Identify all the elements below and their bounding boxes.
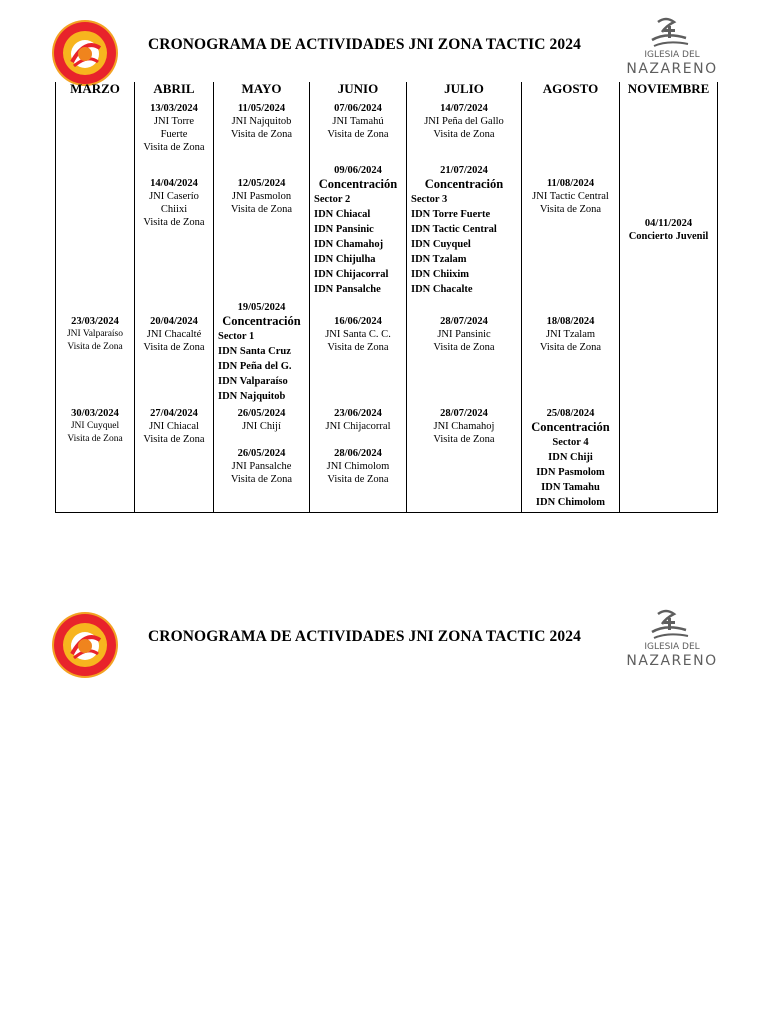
event-date: 23/03/2024 — [71, 316, 119, 327]
church-item: IDN Chacalte — [411, 284, 473, 295]
event-line: Visita de Zona — [230, 204, 293, 215]
event-line: JNI Tactic Central — [532, 191, 609, 202]
event-line: JNI Torre — [153, 116, 195, 127]
event-date: 20/04/2024 — [150, 316, 198, 327]
event-date: 07/06/2024 — [334, 103, 382, 114]
event-block — [135, 407, 213, 446]
event-line: JNI Tamahú — [332, 116, 384, 127]
church-item: IDN Tactic Central — [411, 224, 497, 235]
event-line: JNI Caserío — [149, 191, 199, 202]
header-1 — [0, 12, 768, 92]
event-date: 13/03/2024 — [150, 103, 198, 114]
event-block — [407, 102, 521, 141]
concentracion-title: Concentración — [318, 177, 398, 191]
nazareno-small-text: IGLESIA DEL — [644, 50, 700, 60]
column-agosto — [522, 82, 620, 512]
church-item: IDN Chiji — [548, 452, 593, 463]
event-block — [214, 407, 309, 433]
church-item: IDN Chiacal — [314, 209, 371, 220]
concentracion-block — [522, 407, 619, 510]
zona-tactic-logo — [50, 18, 120, 88]
event-line: Visita de Zona — [327, 129, 389, 140]
event-line: JNI Chiacal — [149, 421, 199, 432]
event-line: Visita de Zona — [230, 129, 293, 140]
nazareno-logo — [622, 606, 722, 676]
event-line: Visita de Zona — [433, 129, 495, 140]
column-noviembre — [620, 82, 717, 512]
church-item: IDN Najquitob — [218, 391, 286, 402]
event-date: 21/07/2024 — [440, 165, 488, 176]
event-line: Chiixi — [160, 204, 188, 215]
church-item: IDN Santa Cruz — [218, 346, 291, 357]
church-item: IDN Pansinic — [314, 224, 374, 235]
event-line: Visita de Zona — [67, 342, 123, 352]
event-line: Visita de Zona — [143, 434, 205, 445]
event-date: 04/11/2024 — [644, 218, 693, 229]
event-line: JNI Pansinic — [437, 329, 491, 340]
event-date: 28/07/2024 — [440, 408, 488, 419]
church-item: IDN Cuyquel — [411, 239, 471, 250]
event-block — [135, 177, 213, 229]
header-abril: ABRIL — [153, 81, 195, 96]
zona-tactic-logo — [50, 610, 120, 680]
nazareno-small-text: IGLESIA DEL — [644, 642, 700, 652]
event-block — [56, 315, 134, 354]
event-block — [135, 315, 213, 354]
event-block — [214, 102, 309, 141]
event-date: 14/07/2024 — [440, 103, 488, 114]
event-date: 18/08/2024 — [546, 316, 595, 327]
event-date: 16/06/2024 — [334, 316, 382, 327]
church-item: IDN Valparaíso — [218, 376, 288, 387]
header-agosto: AGOSTO — [542, 81, 599, 96]
nazareno-big-text: NAZARENO — [626, 653, 718, 669]
church-item: IDN Pansalche — [314, 284, 381, 295]
event-date: 23/06/2024 — [334, 408, 382, 419]
event-block — [310, 315, 406, 354]
church-item: IDN Peña del G. — [218, 361, 292, 372]
event-line: Visita de Zona — [433, 342, 495, 353]
event-block — [56, 407, 134, 446]
church-item: IDN Tamahu — [541, 482, 600, 493]
event-block — [310, 447, 406, 486]
event-line: JNI Chijacorral — [325, 421, 391, 432]
page-title: CRONOGRAMA DE ACTIVIDADES JNI ZONA TACTIC 2024 — [148, 628, 581, 645]
event-line: Concierto Juvenil — [628, 231, 709, 242]
event-line: Visita de Zona — [539, 342, 602, 353]
event-line: Visita de Zona — [327, 342, 389, 353]
church-item: IDN Chijulha — [314, 254, 376, 265]
schedule-table — [55, 82, 718, 513]
column-junio — [310, 82, 407, 512]
event-line: JNI Pansalche — [231, 461, 292, 472]
sector-label: Sector 2 — [314, 194, 351, 205]
sector-label: Sector 3 — [411, 194, 448, 205]
event-line: JNI Najquitob — [231, 116, 292, 127]
event-line: Visita de Zona — [433, 434, 495, 445]
column-marzo — [56, 82, 135, 512]
nazareno-logo — [622, 14, 722, 84]
event-date: 27/04/2024 — [150, 408, 198, 419]
event-date: 14/04/2024 — [150, 178, 198, 189]
event-block — [310, 407, 406, 433]
event-block — [214, 447, 309, 486]
event-line: Visita de Zona — [143, 142, 205, 153]
event-block — [407, 315, 521, 354]
church-item: IDN Chimolom — [535, 497, 606, 508]
event-line: JNI Tzalam — [545, 329, 596, 340]
event-line: Visita de Zona — [67, 434, 123, 444]
header-mayo: MAYO — [241, 81, 282, 96]
concentracion-block — [407, 164, 521, 297]
event-date: 28/07/2024 — [440, 316, 488, 327]
event-block — [407, 407, 521, 446]
event-line: Fuerte — [160, 129, 188, 140]
header-marzo: MARZO — [70, 81, 120, 96]
church-item: IDN Chijacorral — [314, 269, 389, 280]
event-block — [135, 102, 213, 154]
event-line: JNI Cuyquel — [70, 421, 120, 431]
page-title: CRONOGRAMA DE ACTIVIDADES JNI ZONA TACTIC 2024 — [148, 36, 581, 53]
event-line: JNI Chacalté — [146, 329, 202, 340]
concentracion-block — [214, 301, 309, 404]
column-abril — [135, 82, 214, 512]
nazareno-big-text: NAZARENO — [626, 61, 718, 77]
header-julio: JULIO — [444, 81, 484, 96]
event-date: 11/05/2024 — [237, 103, 286, 114]
header-2 — [0, 604, 768, 684]
column-julio — [407, 82, 522, 512]
event-line: JNI Santa C. C. — [325, 329, 391, 340]
concentracion-title: Concentración — [531, 420, 610, 434]
event-block — [522, 315, 619, 354]
concentracion-block — [310, 164, 406, 297]
concentracion-title: Concentración — [222, 314, 301, 328]
event-date: 19/05/2024 — [237, 302, 286, 313]
event-date: 09/06/2024 — [334, 165, 382, 176]
event-line: Visita de Zona — [327, 474, 389, 485]
event-date: 11/08/2024 — [546, 178, 595, 189]
header-noviembre: NOVIEMBRE — [627, 81, 710, 96]
event-line: Visita de Zona — [143, 217, 205, 228]
header-junio: JUNIO — [337, 81, 379, 96]
event-line: JNI Valparaíso — [66, 329, 124, 339]
church-item: IDN Chiixim — [411, 269, 470, 280]
church-item: IDN Pasmolom — [536, 467, 605, 478]
event-block — [310, 102, 406, 141]
event-block — [214, 177, 309, 216]
concentracion-title: Concentración — [424, 177, 504, 191]
event-line: JNI Peña del Gallo — [424, 116, 504, 127]
event-date: 28/06/2024 — [334, 448, 382, 459]
church-item: IDN Torre Fuerte — [411, 209, 491, 220]
event-date: 30/03/2024 — [71, 408, 119, 419]
event-date: 25/08/2024 — [546, 408, 595, 419]
event-line: JNI Chimolom — [326, 461, 390, 472]
event-line: Visita de Zona — [143, 342, 205, 353]
event-date: 12/05/2024 — [237, 178, 286, 189]
church-item: IDN Tzalam — [411, 254, 467, 265]
event-block — [620, 217, 717, 243]
event-line: JNI Chijí — [242, 421, 281, 432]
event-line: Visita de Zona — [539, 204, 602, 215]
column-mayo — [214, 82, 310, 512]
event-date: 26/05/2024 — [237, 408, 286, 419]
sector-label: Sector 1 — [218, 331, 255, 342]
event-line: JNI Chamahoj — [433, 421, 495, 432]
event-line: JNI Pasmolon — [231, 191, 292, 202]
event-block — [522, 177, 619, 216]
event-date: 26/05/2024 — [237, 448, 286, 459]
sector-label: Sector 4 — [552, 437, 589, 448]
church-item: IDN Chamahoj — [314, 239, 384, 250]
event-line: Visita de Zona — [230, 474, 293, 485]
